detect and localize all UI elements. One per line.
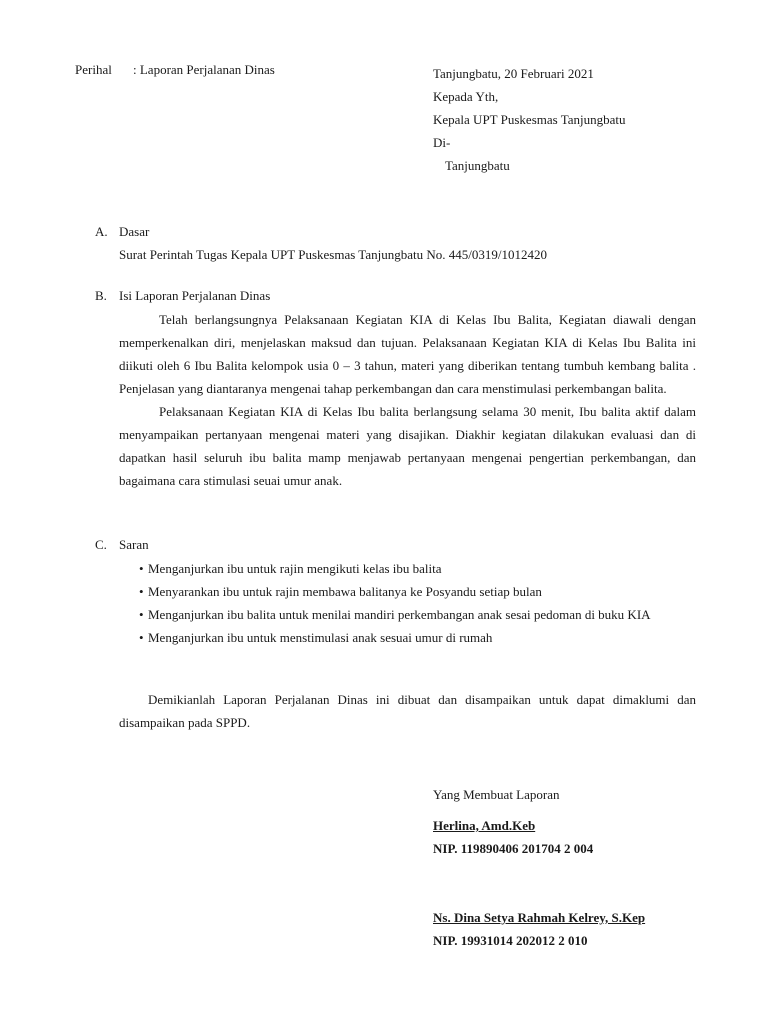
signer-2 xyxy=(433,906,645,952)
closing-paragraph xyxy=(119,688,696,734)
signer-1 xyxy=(433,814,615,860)
bullet-icon: • xyxy=(139,584,144,599)
recipient-block xyxy=(433,62,626,177)
bullet-icon: • xyxy=(139,630,144,645)
recipient-at: Di- xyxy=(433,135,451,150)
bullet-icon: • xyxy=(139,561,144,576)
list-item xyxy=(119,626,696,649)
section-b-title: Isi Laporan Perjalanan Dinas xyxy=(119,288,271,303)
signer-1-nip: NIP. 119890406 201704 2 004 xyxy=(433,841,594,856)
list-item-text: Menganjurkan ibu untuk rajin mengikuti kelas ibu balita xyxy=(148,561,442,576)
subject-value: : Laporan Perjalanan Dinas xyxy=(133,62,275,77)
section-a-title: Dasar xyxy=(119,224,150,239)
section-c-letter: C. xyxy=(95,537,107,552)
list-item-text: Menganjurkan ibu balita untuk menilai mandiri perkembangan anak sesai pedoman di buku KIA xyxy=(148,607,651,622)
signature-title: Yang Membuat Laporan xyxy=(433,787,560,802)
place-date: Tanjungbatu, 20 Februari 2021 xyxy=(433,66,594,81)
section-c-heading xyxy=(95,537,149,553)
recipient-city: Tanjungbatu xyxy=(445,158,510,173)
signer-2-nip: NIP. 19931014 202012 2 010 xyxy=(433,933,588,948)
recipient-greeting: Kepada Yth, xyxy=(433,89,499,104)
section-b-heading xyxy=(95,288,270,304)
section-b-body xyxy=(119,308,696,492)
list-item-text: Menganjurkan ibu untuk menstimulasi anak sesuai umur di rumah xyxy=(148,630,493,645)
bullet-icon: • xyxy=(139,607,144,622)
subject-label: Perihal xyxy=(75,62,112,77)
subject-line xyxy=(75,62,275,78)
list-item xyxy=(119,580,696,603)
section-a xyxy=(95,220,547,266)
suggestion-list xyxy=(119,557,696,649)
section-a-letter: A. xyxy=(95,224,108,239)
recipient-name: Kepala UPT Puskesmas Tanjungbatu xyxy=(433,112,626,127)
signer-1-name: Herlina, Amd.Keb xyxy=(433,818,536,833)
section-b-paragraph: Pelaksanaan Kegiatan KIA di Kelas Ibu balita berlangsung selama 30 menit, Ibu balita aktif dalam menyampaikan pertanyaan mengenai materi yang disajikan. Diakhir kegiatan dilakukan evaluasi dan di dapatkan hasil seluruh ibu balita mamp menjawab pertanyaan mengenai pengertian perkembangan, dan bagaimana cara stimulasi seuai umur anak. xyxy=(119,404,696,488)
section-a-body: Surat Perintah Tugas Kepala UPT Puskesmas Tanjungbatu No. 445/0319/1012420 xyxy=(119,247,547,262)
list-item xyxy=(119,603,696,626)
closing-text: Demikianlah Laporan Perjalanan Dinas ini dibuat dan disampaikan untuk dapat dimaklumi dan disampaikan pada SPPD. xyxy=(119,692,696,730)
list-item xyxy=(119,557,696,580)
section-b-letter: B. xyxy=(95,288,107,303)
list-item-text: Menyarankan ibu untuk rajin membawa balitanya ke Posyandu setiap bulan xyxy=(148,584,542,599)
section-b-paragraph: Telah berlangsungnya Pelaksanaan Kegiatan KIA di Kelas Ibu Balita, Kegiatan diawali dengan memperkenalkan diri, menjelaskan maksud dan tujuan. Pelaksanaan Kegiatan KIA di Kelas Ibu Balita ini diikuti oleh 6 Ibu Balita kelompok usia 0 – 3 tahun, materi yang diberikan tentang tumbuh kembang balita . Penjelasan yang diantaranya mengenai tahap perkembangan dan cara menstimulasi perkembangan balita. xyxy=(119,312,696,396)
signer-2-name: Ns. Dina Setya Rahmah Kelrey, S.Kep xyxy=(433,910,646,925)
section-c-title: Saran xyxy=(119,537,149,552)
